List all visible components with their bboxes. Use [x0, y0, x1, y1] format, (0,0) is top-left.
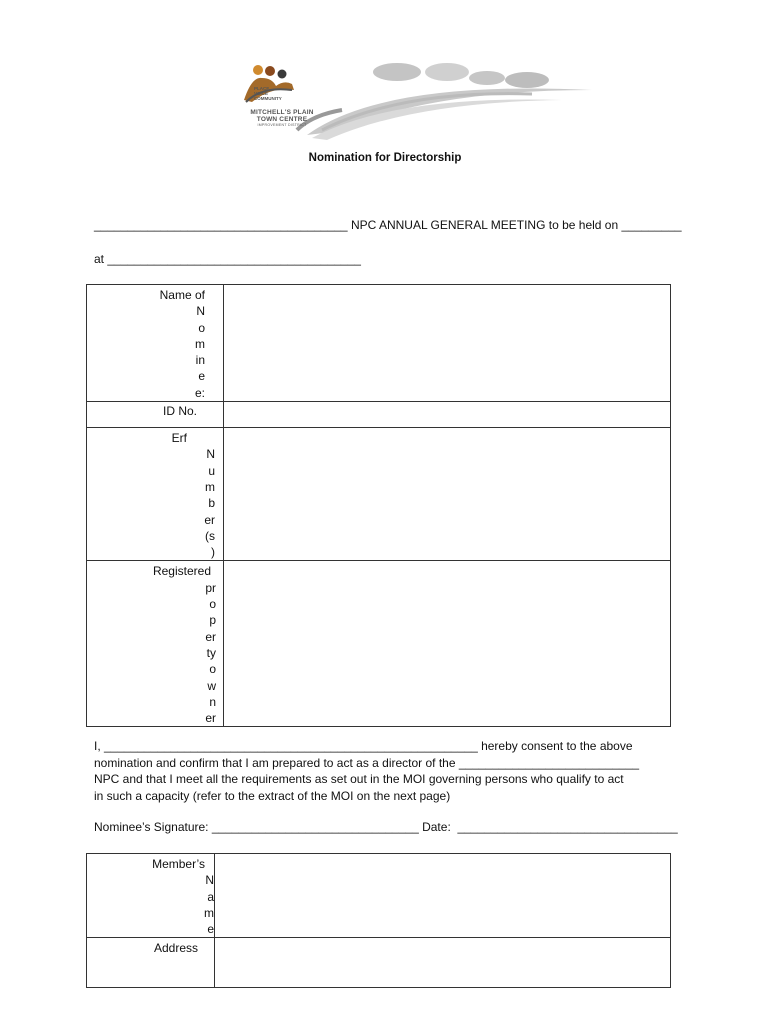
registered-owner-label-cell: [87, 561, 224, 727]
table-row: [87, 561, 671, 727]
erf-number-label-cell: [87, 428, 224, 561]
nominee-name-label: Name of: [159, 288, 205, 302]
member-name-field[interactable]: [215, 854, 671, 938]
label-fragment: in: [195, 353, 205, 368]
label-fragment: a: [207, 889, 214, 904]
logo-name-line3: IMPROVEMENT DISTRICT: [257, 122, 307, 127]
label-fragment: o: [209, 662, 216, 677]
registered-owner-label: Registered: [152, 564, 211, 579]
table-row: [87, 428, 671, 561]
consent-line-4: in such a capacity (refer to the extract of the MOI on the next page): [94, 788, 451, 803]
label-fragment: N: [196, 304, 205, 319]
label-fragment: ty: [206, 645, 216, 660]
consent-line-1: I, ________________________________________________________ hereby consent to the above: [94, 739, 633, 753]
label-fragment: p: [209, 613, 216, 628]
label-fragment: m: [205, 479, 215, 494]
signature-field[interactable]: _______________________________: [211, 820, 419, 834]
table-row: [87, 938, 671, 988]
label-fragment: n: [209, 694, 216, 709]
logo-name-line1: MITCHELL'S PLAIN: [250, 109, 314, 116]
label-fragment: b: [208, 496, 215, 511]
table-row: [87, 402, 671, 428]
member-name-label: Member’s: [152, 857, 205, 871]
table-row: [87, 285, 671, 402]
logo-community-text: PLACE VOICE COMMUNITY: [254, 86, 282, 102]
member-name-label-cell: [87, 854, 215, 938]
table-row: [87, 854, 671, 938]
label-fragment: e: [207, 922, 214, 937]
consent-line-3: NPC and that I meet all the requirements as set out in the MOI governing persons who qualify to act: [94, 772, 624, 786]
consent-paragraph: [94, 738, 679, 804]
label-fragment: m: [204, 905, 214, 920]
nominee-details-table: [86, 284, 671, 727]
label-fragment: ): [211, 545, 215, 560]
label-fragment: (s: [205, 528, 215, 543]
address-label: Address: [153, 941, 198, 956]
label-fragment: u: [208, 463, 215, 478]
meeting-location-line: at ______________________________________: [94, 252, 361, 266]
registered-owner-field[interactable]: [224, 561, 671, 727]
erf-number-label: Erf: [171, 431, 187, 446]
nominee-name-field[interactable]: [224, 285, 671, 402]
label-fragment: er: [205, 711, 216, 726]
signature-label: Nominee’s Signature:: [94, 820, 209, 834]
meeting-line: ______________________________________ NPC ANNUAL GENERAL MEETING to be held on _________: [94, 218, 682, 232]
logo-name: [232, 110, 332, 127]
id-number-label-cell: [87, 402, 224, 428]
address-field[interactable]: [215, 938, 671, 988]
consent-line-2: nomination and confirm that I am prepared to act as a director of the ___________________________: [94, 755, 640, 770]
document-title: Nomination for Directorship: [308, 152, 462, 164]
nominee-name-label-cell: [87, 285, 224, 402]
label-fragment: m: [195, 336, 205, 351]
erf-number-field[interactable]: [224, 428, 671, 561]
label-fragment: N: [205, 873, 214, 888]
member-details-table: [86, 853, 671, 988]
label-fragment: pr: [205, 580, 216, 595]
label-fragment: N: [206, 447, 215, 462]
label-fragment: e:: [194, 385, 205, 400]
logo-name-line2: TOWN CENTRE: [256, 115, 308, 123]
id-number-field[interactable]: [224, 402, 671, 428]
label-fragment: w: [207, 678, 216, 693]
mitchells-plain-logo: [232, 60, 602, 140]
label-fragment: o: [198, 320, 205, 335]
address-label-cell: [87, 938, 215, 988]
signature-line: [94, 820, 678, 834]
date-field[interactable]: _________________________________: [457, 820, 678, 834]
logo-graphic: [232, 60, 602, 140]
label-fragment: o: [209, 597, 216, 612]
id-number-label: ID No.: [162, 404, 197, 419]
date-label: Date:: [422, 820, 451, 834]
label-fragment: e: [198, 369, 205, 384]
label-fragment: er: [204, 512, 215, 527]
label-fragment: er: [205, 629, 216, 644]
